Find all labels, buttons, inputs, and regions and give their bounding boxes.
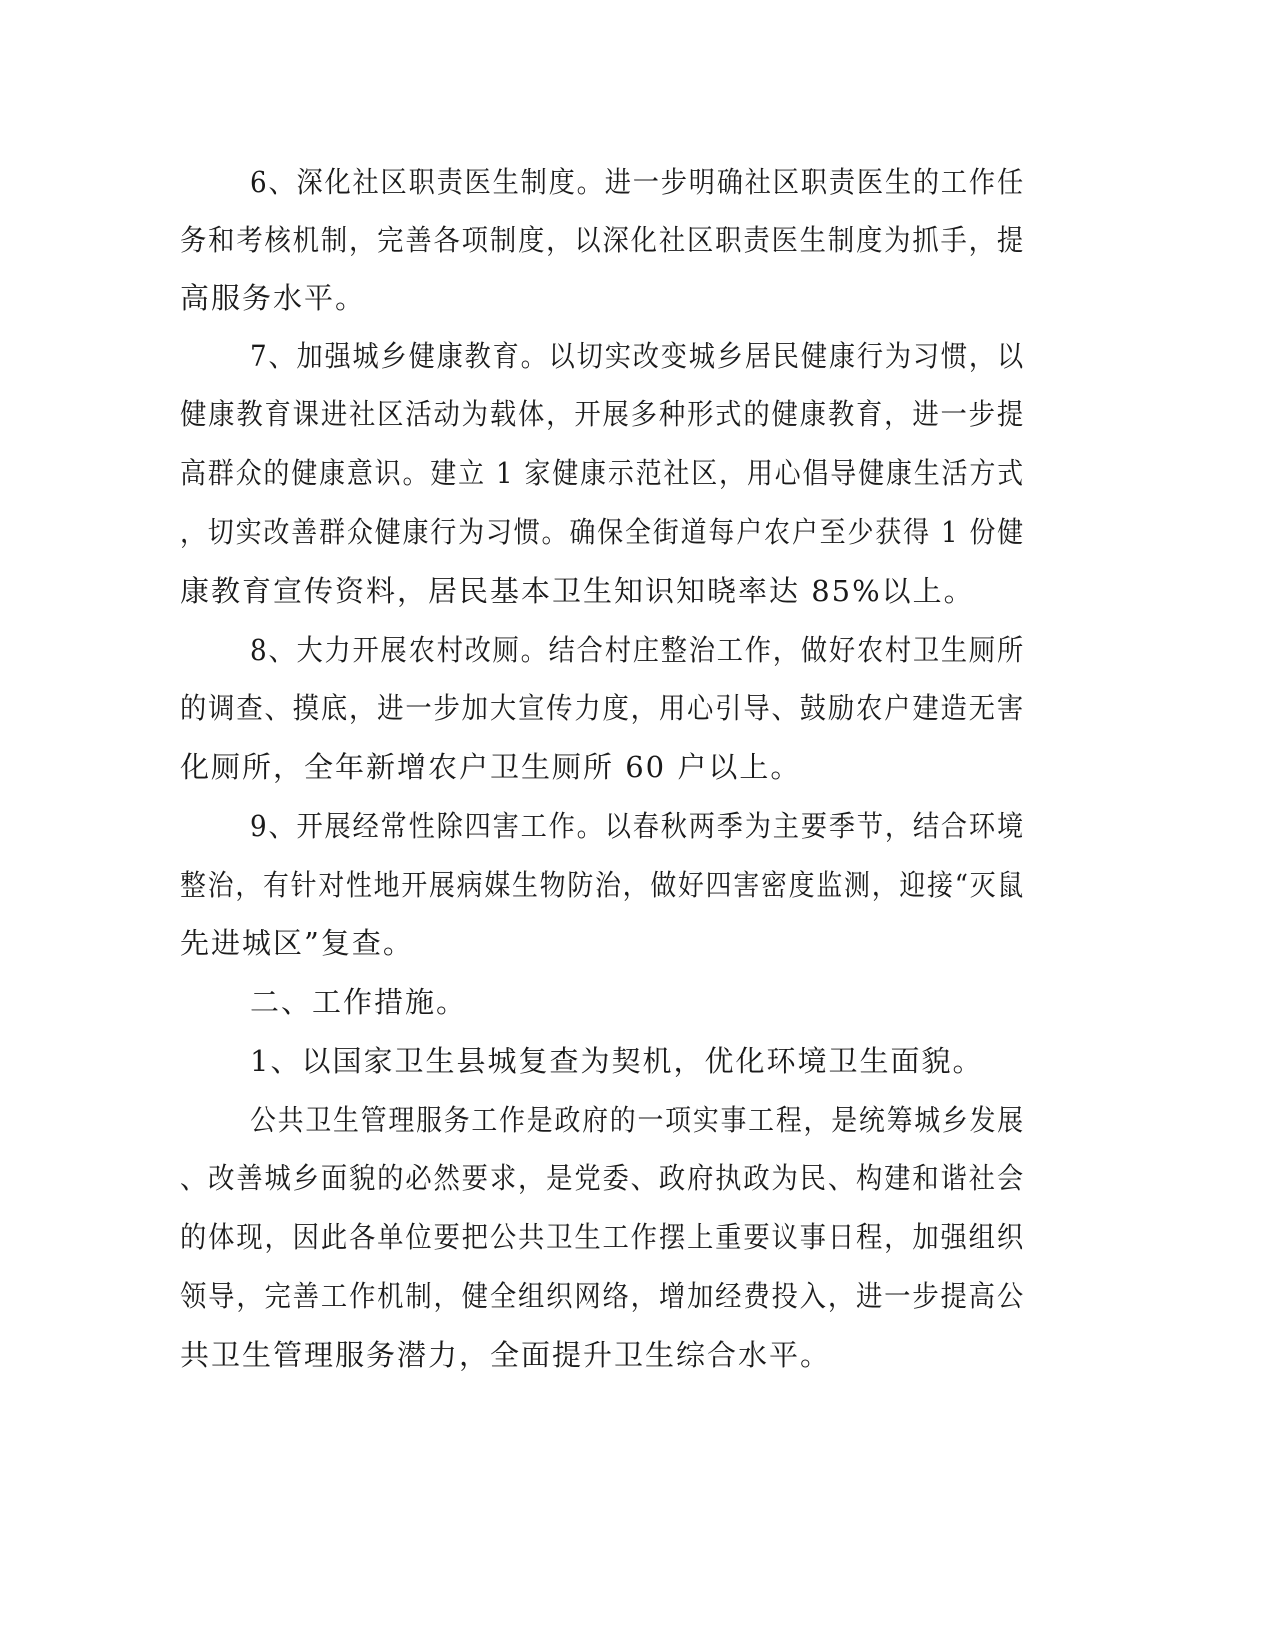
text-line bbox=[0, 210, 1275, 270]
text-line bbox=[0, 561, 1275, 621]
line-text: 康教育宣传资料，居民基本卫生知识知晓率达 85%以上。 bbox=[180, 574, 975, 608]
text-line bbox=[0, 443, 1275, 503]
text-line bbox=[0, 1266, 1275, 1326]
line-text: 6、深化社区职责医生制度。进一步明确社区职责医生的工作任 bbox=[250, 165, 1025, 199]
line-text: 9、开展经常性除四害工作。以春秋两季为主要季节，结合环境 bbox=[250, 809, 1025, 843]
text-line bbox=[0, 1207, 1275, 1267]
text-line bbox=[0, 152, 1275, 212]
text-line bbox=[0, 268, 1275, 328]
text-line bbox=[0, 1090, 1275, 1150]
text-line bbox=[0, 737, 1275, 797]
text-line bbox=[0, 384, 1275, 444]
line-text: 共卫生管理服务潜力，全面提升卫生综合水平。 bbox=[180, 1338, 832, 1372]
line-text: 8、大力开展农村改厕。结合村庄整治工作，做好农村卫生厕所 bbox=[250, 633, 1025, 667]
line-text: 、改善城乡面貌的必然要求，是党委、政府执政为民、构建和谐社会 bbox=[180, 1161, 1026, 1195]
line-text: 1、以国家卫生县城复查为契机，优化环境卫生面貌。 bbox=[250, 1044, 984, 1078]
line-text: 的调查、摸底，进一步加大宣传力度，用心引导、鼓励农户建造无害 bbox=[180, 691, 1026, 725]
text-line bbox=[0, 1031, 1275, 1091]
text-line bbox=[0, 620, 1275, 680]
line-text: 整治，有针对性地开展病媒生物防治，做好四害密度监测，迎接“灭鼠 bbox=[180, 868, 1026, 902]
text-line bbox=[0, 796, 1275, 856]
text-line bbox=[0, 678, 1275, 738]
text-line bbox=[0, 1148, 1275, 1208]
text-line bbox=[0, 326, 1275, 386]
line-text: 的体现，因此各单位要把公共卫生工作摆上重要议事日程，加强组织 bbox=[180, 1220, 1026, 1254]
line-text: 领导，完善工作机制，健全组织网络，增加经费投入，进一步提高公 bbox=[180, 1279, 1026, 1313]
text-line bbox=[0, 913, 1275, 973]
line-text: 公共卫生管理服务工作是政府的一项实事工程，是统筹城乡发展 bbox=[250, 1103, 1025, 1137]
text-line bbox=[0, 1325, 1275, 1385]
line-text: 化厕所，全年新增农户卫生厕所 60 户以上。 bbox=[180, 750, 802, 784]
line-text: 高群众的健康意识。建立 1 家健康示范社区，用心倡导健康生活方式 bbox=[180, 456, 1025, 490]
text-line bbox=[0, 855, 1275, 915]
text-line bbox=[0, 502, 1275, 562]
line-text: 高服务水平。 bbox=[180, 281, 367, 315]
line-text: 先进城区”复查。 bbox=[180, 926, 414, 960]
line-text: 7、加强城乡健康教育。以切实改变城乡居民健康行为习惯，以 bbox=[250, 339, 1025, 373]
section-heading bbox=[0, 972, 1275, 1032]
line-text: 二、工作措施。 bbox=[250, 985, 468, 1019]
line-text: 健康教育课进社区活动为载体，开展多种形式的健康教育，进一步提 bbox=[180, 397, 1026, 431]
line-text: 务和考核机制，完善各项制度，以深化社区职责医生制度为抓手，提 bbox=[180, 223, 1026, 257]
line-text: ，切实改善群众健康行为习惯。确保全街道每户农户至少获得 1 份健 bbox=[180, 515, 1025, 549]
